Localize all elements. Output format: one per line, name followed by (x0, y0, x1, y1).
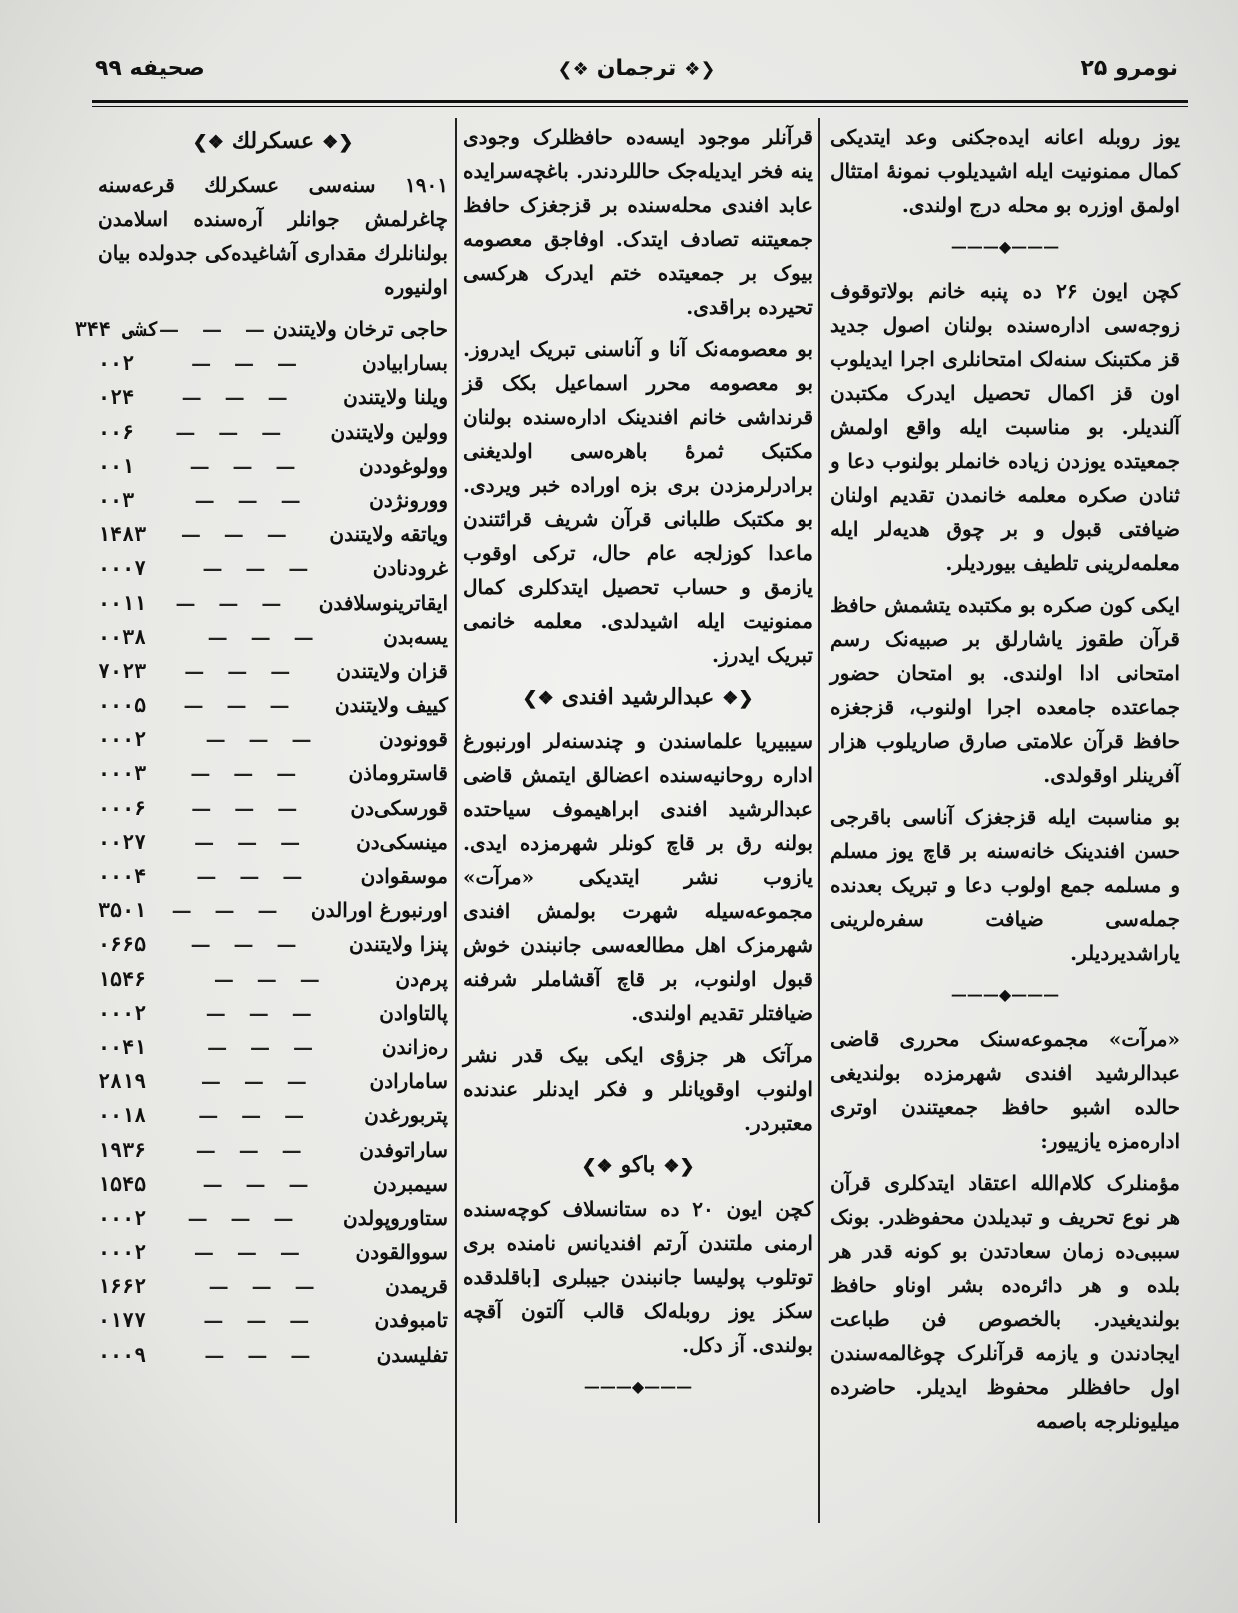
recruit-count: ۰۰۰۷ (98, 556, 147, 581)
recruit-count: ۱۵۴۵ (98, 1171, 147, 1196)
paragraph: قرآنلر موجود ایسه‌ده حافظلرک وجودی ینه فخر ایدیله‌جک حاللردندر. باغچه‌سرایده عابد افندی محله‌سنده بر قزجغزک حافظ جمعیتنه تصادف ایتدک. اوفاجق معصومه بیوک بر جمعیتده ختم ایدرک هرکسی تحیرده براقدی. (463, 125, 813, 319)
place-name: سامارادن (369, 1069, 448, 1094)
recruit-count: ۳۵۰۱ (98, 898, 147, 923)
place-name: قورسکی‌دن (350, 795, 448, 820)
section-heading (463, 680, 813, 716)
place-name: کییف ولایتندن (334, 693, 448, 718)
dash-leader: — — — (171, 898, 286, 923)
table-row (98, 1269, 448, 1303)
place-name: قاستروماذن (348, 761, 448, 786)
recruit-count: ۰۰۴۱ (98, 1034, 147, 1059)
table-row (98, 1030, 448, 1064)
table-row (98, 1338, 448, 1372)
paragraph: بو معصومه‌نک آنا و آناسنی تبریک ایدروز. بو معصومه محرر اسماعیل بکک قز قرنداشی خانم افندینک اداره‌سنده بولنان مکتبک ثمرهٔ باهره‌سی اولدیغنی برادرلرمزدن بری بزه اوراده خبر ویردی. بو مکتبک طلبانی قرآن شریف قرائتندن ماعدا کوزلجه عام حال، ترکی اوقوب یازمق و حساب تحصیل ایتدکلری کمال ممنونیت ایله اشیدلدی. معلمه خانمی تبریک ایدرز. (463, 337, 813, 667)
recruit-count: ۰۰۲۷ (98, 829, 147, 854)
dash-leader: — — — (202, 556, 317, 581)
recruit-count: ۰۰۱ (98, 453, 135, 478)
recruit-count: ۳۴۴ کشی (74, 317, 159, 341)
section-heading (98, 124, 448, 160)
table-row (98, 551, 448, 585)
dash-leader: — — — (207, 624, 322, 649)
place-name: تفلیسدن (376, 1342, 448, 1367)
recruit-count: ۰۰۳۸ (98, 624, 147, 649)
dash-leader: — — — (200, 1069, 315, 1094)
ornament-icon: ❮❖ (663, 1156, 695, 1177)
paragraph: بو مناسبت ایله قزجغزک آناسی باقرجی حسن افندینک خانه‌سنه بر قاچ یوز مسلم و مسلمه جمع اولوب دعا و تبریک بعدنده جمله‌سی ضیافت سفره‌لرینی یاراشدیردیلر. (830, 805, 1180, 965)
dash-leader: — — — (180, 522, 295, 547)
section-title: عسکرلك (231, 128, 315, 154)
table-row (98, 1303, 448, 1337)
dash-leader: — — — (208, 1274, 323, 1299)
recruit-count: ۰۶۶۵ (98, 932, 147, 957)
section-title: عبدالرشید افندی (561, 684, 715, 710)
place-name: پالتاوادن (379, 1000, 448, 1025)
paragraph: مرآتک هر جزؤی ایکی بیک قدر نشر اولنوب اوقویانلر و فکر ایدنلر عندنده معتبردر. (463, 1043, 813, 1135)
page-header (95, 52, 1178, 98)
dash-leader: — — — (191, 351, 306, 376)
place-name: ستاوروپولدن (342, 1205, 448, 1230)
paragraph: کچن ایون ۲۶ ده پنبه خانم بولاتوقوف زوجه‌سی اداره‌سنده بولنان اصول جدید قز مکتبنک سنه‌لک امتحانلری اجرا ایدیلوب اون قز اکمال تحصیل ایدرک مکتبدن آلندیلر. بو مناسبت ایله واقع اولمش جمعیتده یوزدن زیاده خانملر بولنوب دعا و ثنادن صکره معلمه خانمدن تقدیم اولنان ضیافتی قبول و بر چوق هدیه‌لر ایله معلمه‌لرینی تلطیف بیوردیلر. (830, 279, 1180, 575)
diamond-separator-icon: ———◆——— (583, 1377, 693, 1396)
recruit-count: ۰۰۳ (98, 487, 135, 512)
recruit-count: ۰۰۱۸ (98, 1103, 147, 1128)
table-row (98, 962, 448, 996)
paragraph: «مرآت» مجموعه‌سنک محرری قاضی عبدالرشید افندی شهرمزده بولندیغی حالده اشبو حافظ جمعیتندن اوتری اداره‌مزه یازییور: (830, 1027, 1180, 1153)
place-name: ویلنا ولایتندن (343, 385, 448, 410)
header-rule-thin (92, 106, 1188, 107)
recruit-count: ۰۰۰۲ (98, 727, 147, 752)
place-name: ره‌زاندن (381, 1034, 448, 1059)
recruit-count: ۰۰۰۲ (98, 1205, 147, 1230)
recruit-count: ۰۰۰۴ (98, 864, 147, 888)
place-name: یسه‌بدن (383, 624, 448, 649)
recruit-count: ۰۰۰۲ (98, 1000, 147, 1025)
table-row (98, 893, 448, 927)
place-name: ساراتوفدن (359, 1137, 448, 1162)
recruit-count: ۱۵۴۶ (98, 966, 147, 991)
ornament-icon: ❮❖ (722, 688, 754, 709)
table-row (98, 517, 448, 551)
table-row (98, 825, 448, 859)
dash-leader: — — — (202, 1171, 317, 1196)
dash-leader: — — — (159, 317, 273, 341)
dash-leader: — — — (189, 453, 304, 478)
place-name: ایقاترینوسلافدن (318, 590, 448, 615)
dash-leader: — — — (184, 658, 299, 683)
dash-leader: — — — (183, 693, 298, 718)
dash-leader: — — — (190, 761, 305, 786)
place-name: وولوغوددن (358, 453, 448, 478)
dash-leader: — — — (205, 727, 320, 752)
place-name: قوونودن (378, 727, 448, 752)
dash-leader: — — — (195, 1137, 310, 1162)
dash-leader: — — — (175, 590, 290, 615)
page-number: صحیفه ۹۹ (95, 56, 205, 81)
section-title: باکو (620, 1152, 656, 1178)
recruit-count: ۱۹۳۶ (98, 1137, 147, 1162)
table-row (98, 415, 448, 449)
recruit-count: ۰۰۲ (98, 351, 135, 376)
middle-column (463, 120, 813, 1414)
place-name: پرم‌دن (395, 966, 448, 991)
table-row (98, 791, 448, 825)
dash-leader: — — — (194, 829, 309, 854)
table-row (98, 1133, 448, 1167)
dash-leader: — — — (187, 1205, 302, 1230)
dash-leader: — — — (204, 1342, 319, 1367)
place-name: وولین ولایتندن (330, 419, 448, 444)
recruit-count: ۰۱۷۷ (98, 1308, 147, 1333)
recruit-count: ۲۸۱۹ (98, 1069, 147, 1094)
recruit-count: ۰۰۰۳ (98, 761, 147, 786)
recruit-count: ۰۰۱۱ (98, 590, 147, 615)
recruit-count: ۱۶۶۲ (98, 1274, 147, 1299)
right-column (830, 120, 1180, 1446)
place-name: پنزا ولایتندن (348, 932, 448, 957)
ornament-icon: ❖❯ (557, 59, 589, 80)
paragraph: کچن ایون ۲۰ ده ستانسلاف کوچه‌سنده ارمنی ملتندن آرتم افندیانس نامنده بری توتلوب پولیسا جانبندن جیبلری [باقلدقده سکز یوز روبله‌لک قالب آلتون آقچه بولندی. آز دکل. (463, 1197, 813, 1357)
place-name: غرودنادن (372, 556, 448, 581)
table-row (98, 1064, 448, 1098)
table-row (98, 654, 448, 688)
dash-leader: — — — (191, 795, 306, 820)
table-row (98, 620, 448, 654)
column-divider (455, 118, 457, 1523)
table-row (98, 449, 448, 483)
paragraph: سیبیریا علماسندن و چندسنه‌لر اورنبورغ اداره روحانیه‌سنده اعضالق ایتمش قاضی عبدالرشید افندی ابراهیموف سیاحتده بولنه رق بر قاچ کونلر شهرمزده ایدی. یازوب نشر ایتدیکی «مرآت» مجموعه‌سیله شهرت بولمش افندی شهرمزک اهل مطالعه‌سی جانبندن خوش قبول اولنوب، بر قاچ آقشاملر شرفنه ضیافتلر تقدیم اولندی. (463, 729, 813, 1025)
place-name: وورونژدن (369, 487, 448, 512)
dash-leader: — — — (196, 864, 311, 888)
place-name: پتربورغدن (364, 1103, 448, 1128)
table-row (98, 927, 448, 961)
diamond-separator-icon: ———◆——— (950, 237, 1060, 256)
ornament-icon: ❖❯ (522, 688, 554, 709)
ornament-icon: ❖❯ (192, 132, 224, 153)
place-name: مینسکی‌دن (356, 829, 448, 854)
dash-leader: — — — (193, 1240, 308, 1265)
recruit-count: ۱۴۸۳ (98, 522, 147, 547)
diamond-separator-icon: ———◆——— (950, 985, 1060, 1004)
newspaper-title (95, 56, 1178, 81)
dash-leader: — — — (203, 1308, 318, 1333)
section-heading (463, 1148, 813, 1184)
ornament-icon: ❮❖ (684, 59, 716, 80)
place-name: سیمبردن (372, 1171, 448, 1196)
column-divider (818, 118, 820, 1523)
paragraph: ۱۹۰۱ سنه‌سی عسکرلك قرعه‌سنه چاغرلمش جوانلر آره‌سنده اسلامدن بولنانلرك مقداری آشاغیده‌کی جدولده بیان اولنیوره (98, 173, 448, 299)
recruit-count: ۰۰۰۹ (98, 1342, 147, 1367)
place-name: اورنبورغ اورالدن (310, 898, 448, 923)
issue-number: نومرو ۲۵ (1080, 56, 1178, 81)
recruit-count: ۰۰۰۲ (98, 1240, 147, 1265)
recruit-count: ۰۰۰۶ (98, 795, 147, 820)
table-row (98, 1201, 448, 1235)
place-name: ویاتقه ولایتندن (329, 522, 448, 547)
dash-leader: — — — (198, 1103, 313, 1128)
table-row (98, 722, 448, 756)
place-name: سووالقودن (355, 1240, 448, 1265)
dash-leader: — — — (213, 966, 328, 991)
left-column (74, 120, 448, 1372)
dash-leader: — — — (181, 385, 296, 410)
table-row (98, 859, 448, 893)
table-row (74, 312, 448, 346)
paragraph: ایکی کون صکره بو مکتبده یتشمش حافظ قرآن طقوز یاشارلق بر صبیه‌نک رسم امتحانی ادا اولندی. بو امتحان حضور جماعتده جامعده اجرا اولنوب، قزجغزه حافظ قرآن علامتی صارق صاریلوب هزار آفرینلر اوقولدی. (830, 593, 1180, 787)
dash-leader: — — — (207, 1034, 321, 1059)
table-row (98, 688, 448, 722)
place-name: قزان ولایتندن (336, 658, 448, 683)
recruit-count: ۰۰۶ (98, 419, 135, 444)
recruit-count: ۰۰۰۵ (98, 693, 147, 718)
table-row (98, 1235, 448, 1269)
table-row (98, 1098, 448, 1132)
table-row (98, 756, 448, 790)
header-rule (92, 100, 1188, 103)
recruit-table (74, 312, 448, 1372)
place-name: حاجی ترخان ولایتندن (272, 317, 448, 341)
title-text: ترجمان (596, 56, 677, 81)
table-row (98, 346, 448, 380)
table-row (98, 380, 448, 414)
table-row (98, 586, 448, 620)
table-row (98, 1167, 448, 1201)
paragraph: یوز روبله اعانه ایده‌جکنی وعد ایتدیکی کمال ممنونیت ایله اشیدیلوب نمونهٔ امتثال اولمق اوزره بو محله درج اولندی. (830, 125, 1180, 217)
ornament-icon: ❮❖ (322, 132, 354, 153)
place-name: موسقوادن (360, 864, 448, 888)
paragraph: مؤمنلرک کلام‌الله اعتقاد ایتدکلری قرآن هر نوع تحریف و تبدیلدن محفوظدر. بونک سببی‌ده زمان سعادتدن بو کونه قدر هر بلده و هر دائره‌ده بشر اوناو حافظ بولندیغیدر. بالخصوص فن طباعت ایجادندن و یازمه قرآنلرک چوغالمه‌سندن اول حافظلر محفوظ ایدیلر. حاضرده میلیونلرجه باصمه (830, 1171, 1180, 1433)
dash-leader: — — — (190, 932, 305, 957)
place-name: قریمدن (385, 1274, 448, 1299)
ornament-icon: ❖❯ (581, 1156, 613, 1177)
dash-leader: — — — (175, 419, 290, 444)
place-name: تامبوفدن (374, 1308, 448, 1333)
recruit-count: ۷۰۲۳ (98, 658, 147, 683)
table-row (98, 483, 448, 517)
dash-leader: — — — (194, 487, 309, 512)
table-row (98, 996, 448, 1030)
dash-leader: — — — (205, 1000, 320, 1025)
recruit-count: ۰۲۴ (98, 385, 135, 410)
place-name: بسارابیادن (361, 351, 448, 376)
